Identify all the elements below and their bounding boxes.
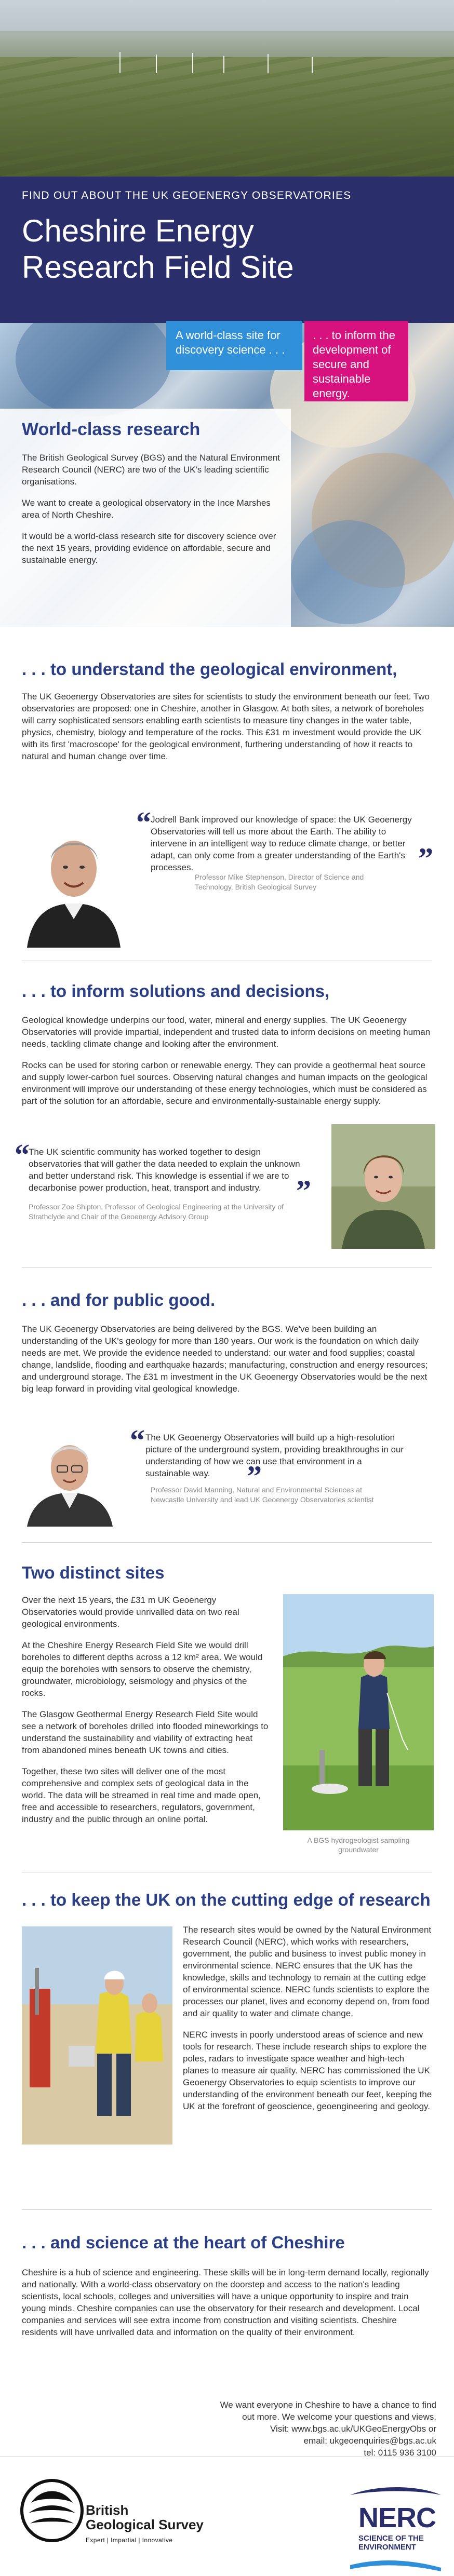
cheshire-body (22, 2267, 432, 2348)
paragraph: The Glasgow Geothermal Energy Research Field Site would see a network of boreholes drilled into flooded mineworkings to understand the sustainability and viability of extracting heat from abandoned mines beneath UK towns and cities. (22, 1709, 269, 1755)
nerc-strapline (358, 2534, 424, 2552)
public-good-body (22, 1323, 432, 1404)
understand-body (22, 691, 432, 772)
quote-open-icon: “ (15, 1138, 30, 1171)
energy-tag: . . . to inform the development of secure and sustainable energy. (304, 321, 408, 401)
bgs-emblem-icon (16, 2472, 88, 2550)
page-title (22, 213, 437, 286)
world-class-body (22, 452, 282, 575)
paragraph: The British Geological Survey (BGS) and the Natural Environment Research Council (NERC) are two of the UK's leading scientific organisations. (22, 453, 281, 487)
understand-heading: . . . to understand the geological environment, (22, 659, 397, 679)
paragraph: The research sites would be owned by the Natural Environment Research Council (NERC), which works with researchers, government, the public and business to invest public money in environmental science. NERC ensures that the UK has the knowledge, skills and technology to remain at the cutting edge of environmental science. NERC funds scientists to explore the processes our planet, lives and economy depend on, from food and air quality to water and climate change. (183, 1925, 432, 2018)
inform-heading: . . . to inform solutions and decisions, (22, 981, 330, 1001)
paragraph: At the Cheshire Energy Research Field Site we would drill boreholes to different depths across a 12 km² area. We would equip the boreholes with sensors to observe the chemistry, groundwater, microbiology, seismology and physics of the rocks. (22, 1640, 263, 1698)
wind-turbine (192, 53, 193, 73)
two-sites-heading: Two distinct sites (22, 1563, 165, 1582)
quote-open-icon: “ (130, 1423, 145, 1457)
cutting-edge-heading: . . . to keep the UK on the cutting edge of research (22, 1890, 431, 1909)
section-divider (22, 2209, 432, 2210)
title-line-1: Cheshire Energy (22, 213, 254, 248)
contact-email[interactable]: email: ukgeoenquiries@bgs.ac.uk (303, 2436, 436, 2446)
nerc-name: NERC (358, 2502, 436, 2533)
cheshire-heading: . . . and science at the heart of Cheshire (22, 2233, 345, 2252)
quote-attribution: Professor Mike Stephenson, Director of Science and Technology, British Geological Survey (195, 873, 364, 891)
quote-stephenson: Jodrell Bank improved our knowledge of space: the UK Geoenergy Observatories will tell us more about the Earth. The ability to intervene in an intelligent way to reduce climate change, or better adapt, can only come from a greater understanding of the Earth's processes. (151, 815, 412, 872)
quote-open-icon: “ (136, 805, 151, 839)
marsh-fields (0, 57, 454, 177)
paragraph: The UK Geoenergy Observatories are sites for scientists to study the environment beneath our feet. Two observatories are proposed: one in Cheshire, another in Glasgow. At both sites, a network of boreholes will carry sophisticated sensors enabling earth scientists to measure tiny changes in the water table, physics, chemistry, biology and temperature of the rocks. This £31 m investment would provide the UK with its first 'macroscope' for the geological environment, furthering understanding of how it reacts to natural and human change over time. (22, 692, 430, 761)
quote-attribution: Professor David Manning, Natural and Environmental Sciences at Newcastle University and lead UK Geoenergy Observatories scientist (151, 1486, 374, 1504)
photo-illustration (22, 1926, 172, 2145)
quote-close-icon: ” (247, 1460, 262, 1493)
groundwater-sampling-photo (283, 1594, 434, 1830)
paragraph: Rocks can be used for storing carbon or renewable energy. They can provide a geothermal heat source and supply lower-carbon fuel sources. Observing natural changes and human impacts on the geological environment will improve our understanding of these energy technologies, which must be considered as part of the solution for an affordable, secure and environmentally-sustainable energy supply. (22, 1060, 428, 1106)
quote-shipton: The UK scientific community has worked together to design observatories that will gather the data needed to explain the unknown and better understand risk. This knowledge is essential if we are to decarbonise power production, heat, transport and industry. (29, 1147, 300, 1193)
quote-manning: The UK Geoenergy Observatories will build up a high-resolution picture of the underground system, providing breakthroughs in our understanding of how we can use that environment in a sustainable way. (145, 1433, 404, 1478)
hero-landscape-photo (0, 0, 454, 177)
bgs-name-line-1: British (86, 2502, 129, 2518)
photo-illustration (283, 1594, 434, 1830)
wind-turbine (312, 57, 313, 73)
portrait-illustration (22, 1425, 118, 1527)
bgs-name-line-2: Geological Survey (86, 2517, 204, 2532)
portrait-david-manning (22, 1425, 118, 1527)
paragraph: Over the next 15 years, the £31 m UK Geoenergy Observatories would provide unrivalled data on two real geological environments. (22, 1595, 239, 1629)
portrait-illustration (22, 807, 126, 948)
paragraph: The UK Geoenergy Observatories are being delivered by the BGS. We've been building an understanding of the UK's geology for more than 180 years. Our work is the foundation on which daily needs are met. We provide the evidence needed to understand: our water and food supplies; coastal change, landslide, flooding and earthquake hazards; manufacturing, construction and energy resources; and underground storage. The £31 m investment in the UK Geoenergy Observatories would be the next big leap forward in providing vital geological knowledge. (22, 1324, 428, 1394)
title-line-2: Research Field Site (22, 250, 294, 285)
paragraph: Cheshire is a hub of science and engineering. These skills will be in long-term demand locally, regionally and nationally. With a world-class observatory on the doorstep and access to the nation's leading scientists, local schools, colleges and universities will have a unique opportunity to inspire and train young minds. Cheshire companies can use the observatory for their research and development. Local companies and services will see extra income from construction and visiting scientists. Cheshire residents will have unrivalled data and information on the quality of their environment. (22, 2268, 429, 2337)
photo-caption: A BGS hydrogeologist sampling groundwater (307, 1836, 410, 1854)
quote-attribution: Professor Zoe Shipton, Professor of Geological Engineering at the University of Strathclyde and Chair of the Geoenergy Advisory Group (29, 1203, 284, 1221)
paragraph: Together, these two sites will deliver one of the most comprehensive and complex sets of geological data in the world. The data will be streamed in real time and made open, free and accessible to researchers, regulators, government, industry and the public through an online portal. (22, 1766, 261, 1824)
inform-body (22, 1014, 432, 1116)
footer-divider (0, 2456, 454, 2457)
wind-turbine (119, 52, 121, 73)
bgs-name (86, 2503, 204, 2532)
cutting-edge-body (183, 1924, 432, 2122)
portrait-zoe-shipton (331, 1124, 435, 1249)
paragraph: It would be a world-class research site for discovery science over the next 15 years, providing evidence on affordable, secure and sustainable energy. (22, 531, 276, 565)
paragraph: Geological knowledge underpins our food, water, mineral and energy supplies. The UK Geoenergy Observatories will provide impartial, independent and trusted data to inform decisions on meeting human needs, tackling climate change and looking after the environment. (22, 1015, 431, 1049)
kicker: FIND OUT ABOUT THE UK GEOENERGY OBSERVATORIES (22, 190, 352, 201)
quote-close-icon: ” (296, 1174, 311, 1208)
section-divider (22, 1542, 432, 1543)
wind-turbine (223, 56, 224, 73)
quote-close-icon: ” (418, 842, 433, 875)
field-work-photo (22, 1926, 172, 2145)
portrait-illustration (331, 1124, 435, 1249)
two-sites-body (22, 1594, 271, 1835)
wind-turbine (156, 55, 157, 73)
paragraph: We want to create a geological observatory in the Ince Marshes area of North Cheshire. (22, 498, 271, 520)
contact-visit[interactable]: Visit: www.bgs.ac.uk/UKGeoEnergyObs or (270, 2424, 436, 2434)
discovery-tag: A world-class site for discovery science . . . (166, 321, 302, 370)
world-class-heading: World-class research (22, 420, 201, 439)
bgs-strapline: Expert | Impartial | Innovative (86, 2537, 173, 2544)
nerc-strap-line-2: ENVIRONMENT (358, 2543, 416, 2552)
collage-texture (291, 520, 405, 624)
paragraph: NERC invests in poorly understood areas of science and new tools for research. These include research ships to explore the poles, radars to investigate space weather and high-tech planes to measure air quality. NERC has commissioned the UK Geoenergy Observatories to equip scientists to improve our understanding of the environment beneath our feet, keeping the UK at the forefront of geoscience, geoengineering and geology. (183, 2030, 432, 2111)
nerc-strap-line-1: SCIENCE OF THE (358, 2534, 424, 2543)
public-good-heading: . . . and for public good. (22, 1290, 216, 1310)
contact-line-2: out more. We welcome your questions and views. (242, 2412, 436, 2422)
collage-texture (16, 323, 171, 416)
contact-tel[interactable]: tel: 0115 936 3100 (364, 2448, 436, 2458)
wind-turbine (268, 54, 269, 73)
portrait-mike-stephenson (22, 807, 126, 948)
contact-line-1: We want everyone in Cheshire to have a chance to find (220, 2400, 436, 2410)
contact-block (213, 2399, 436, 2459)
